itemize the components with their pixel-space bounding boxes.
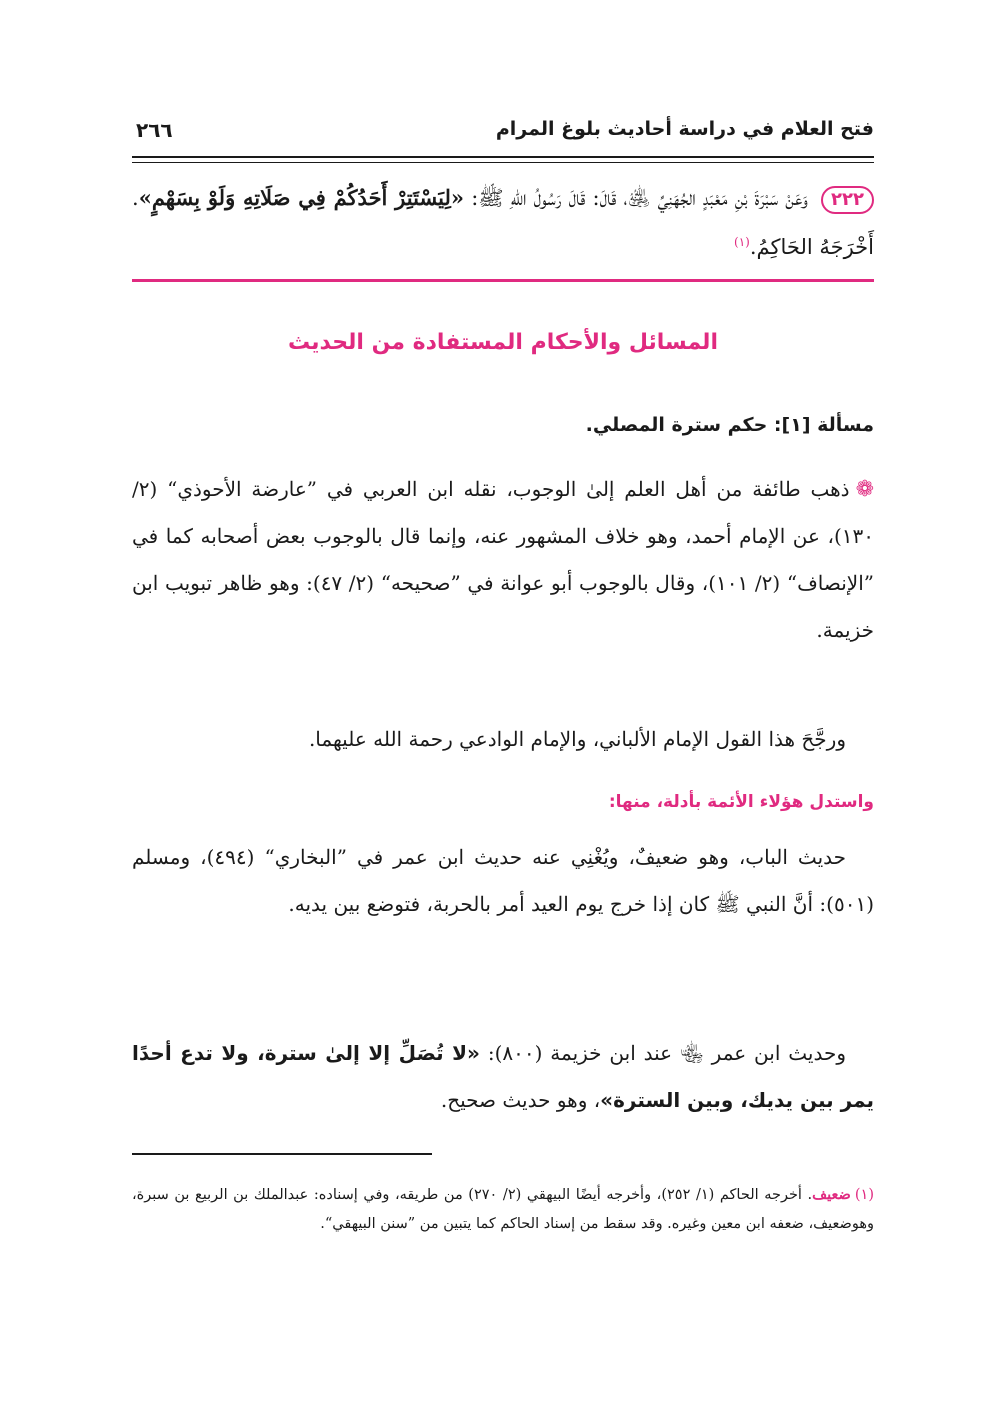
hadith-source: . أَخْرَجَهُ الحَاكِمُ. xyxy=(132,186,874,259)
page-number: ٢٦٦ xyxy=(136,118,173,142)
footnote-reference: (١) xyxy=(734,235,750,249)
hadith-divider xyxy=(132,279,874,282)
book-page xyxy=(132,0,874,1418)
paragraph-4-start: وحديث ابن عمر ﵄ عند ابن خزيمة (٨٠٠): xyxy=(487,1041,847,1065)
footnote-grading: ضعيف xyxy=(812,1186,851,1203)
evidence-subheading: واستدل هؤلاء الأئمة بأدلة، منها: xyxy=(608,792,874,812)
section-heading: المسائل والأحكام المستفادة من الحديث xyxy=(288,330,718,355)
book-title: فتح العلام في دراسة أحاديث بلوغ المرام xyxy=(495,118,874,140)
paragraph-4-quote: «لا تُصَلِّ إلا إلىٰ سترة، ولا تدع أحدًا يمر بين يديك، وبين السترة» xyxy=(132,1041,874,1112)
footnote-number: (١) xyxy=(854,1187,874,1203)
paragraph-4 xyxy=(132,1030,874,1124)
hadith-number-badge: ٢٢٢ xyxy=(821,186,874,214)
paragraph-3: حديث الباب، وهو ضعيفٌ، ويُغْنِي عنه حديث ابن عمر في ”البخاري“ (٤٩٤)، ومسلم (٥٠١): أنَّ النبي ﷺ كان إذا خرج يوم العيد أمر بالحربة، فتوضع بين يديه. xyxy=(132,845,874,916)
footnote-text: . أخرجه الحاكم (١/ ٢٥٢)، وأخرجه أيضًا البيهقي (٢/ ٢٧٠) من طريقه، وفي إسناده: عبدالملك بن الربيع بن سبرة، وهوضعيف، ضعفه ابن معين وغيره. وقد سقط من إسناد الحاكم كما يتبين من ”سنن البيهقي“. xyxy=(132,1187,874,1232)
header-rule-thin xyxy=(132,162,874,163)
hadith-narration: وَعَنْ سَبْرَةَ بْنِ مَعْبَدٍ الجُهَنِيِّ ﵁، قَالَ: قَالَ رَسُولُ اللهِ ﷺ: xyxy=(471,186,808,210)
issue-heading xyxy=(586,414,874,436)
paragraph-1 xyxy=(132,466,874,654)
footnote xyxy=(132,1180,874,1239)
paragraph-2: ورجَّحَ هذا القول الإمام الألباني، والإمام الوادعي رحمة الله عليهما. xyxy=(308,727,846,751)
running-header xyxy=(132,118,874,152)
hadith-text xyxy=(132,176,874,269)
hadith-quote: «لِيَسْتَتِرْ أَحَدُكُمْ فِي صَلَاتِهِ وَلَوْ بِسَهْمٍ» xyxy=(138,185,465,210)
issue-label: مسألة [١]: xyxy=(773,414,874,436)
footnote-separator xyxy=(132,1153,432,1155)
paragraph-4-end: ، وهو حديث صحيح. xyxy=(440,1088,601,1112)
issue-title: حكم سترة المصلي. xyxy=(585,414,768,436)
header-rule-thick xyxy=(132,156,874,158)
paragraph-1-text: ذهب طائفة من أهل العلم إلىٰ الوجوب، نقله ابن العربي في ”عارضة الأحوذي“ (٢/ ١٣٠)، عن الإمام أحمد، وهو خلاف المشهور عنه، وإنما قال بالوجوب بعض أصحابه كما في ”الإنصاف“ (٢/ ١٠١)، وقال بالوجوب أبو عوانة في ”صحيحه“ (٢/ ٤٧): وهو ظاهر تبويب ابن خزيمة. xyxy=(132,477,874,642)
flower-ornament-icon: ❁ xyxy=(855,477,874,502)
